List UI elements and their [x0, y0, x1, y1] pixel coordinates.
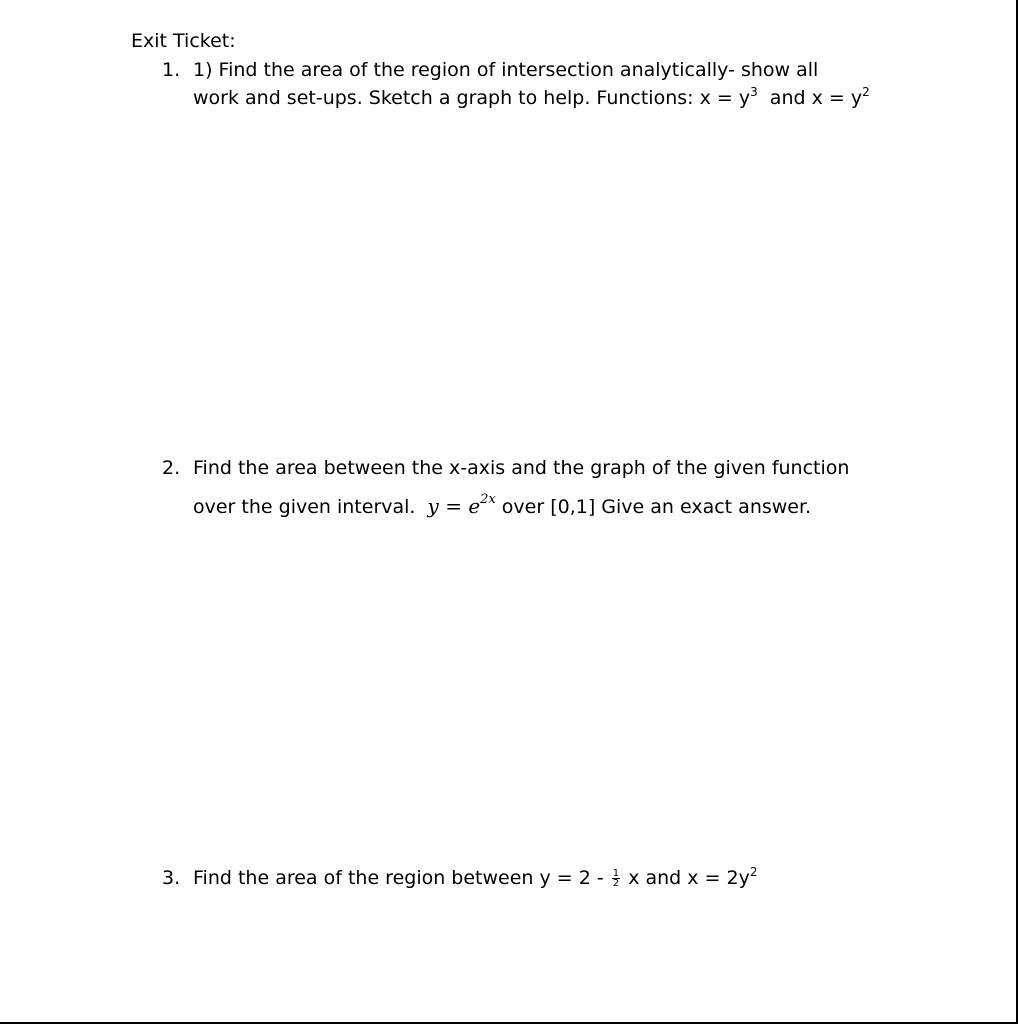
exponent: 2 [749, 865, 758, 879]
question-1 [162, 56, 870, 112]
page-title: Exit Ticket: [131, 30, 236, 52]
question-text: and x = y [757, 87, 863, 109]
math-exponent: 2x [480, 492, 496, 507]
question-number: 1. [162, 59, 181, 81]
question-text: work and set-ups. Sketch a graph to help. Functions: x = y [193, 87, 751, 109]
question-3 [162, 864, 757, 892]
question-text: over [0,1] Give an exact answer. [495, 496, 812, 518]
question-text: over the given interval. [193, 496, 428, 518]
fraction [612, 869, 620, 888]
question-text: x and x = 2y [622, 867, 750, 889]
fraction-numerator: 1 [612, 868, 620, 879]
fraction-denominator: 2 [612, 878, 620, 889]
question-number: 2. [162, 457, 181, 479]
exponent: 2 [862, 85, 870, 99]
question-text-line-1 [193, 864, 757, 892]
math-base: y = e [427, 494, 481, 518]
math-expression [428, 494, 496, 518]
question-text-line-1: 1) Find the area of the region of intersection analytically- show all [193, 59, 819, 81]
exponent: 3 [750, 85, 758, 99]
question-text-line-2 [193, 492, 849, 521]
question-text-line-1: Find the area between the x-axis and the graph of the given function [193, 457, 850, 479]
question-number: 3. [162, 867, 181, 889]
question-text-line-2 [193, 84, 870, 112]
question-text: Find the area of the region between y = 2 - [193, 867, 610, 889]
question-2 [162, 454, 849, 521]
